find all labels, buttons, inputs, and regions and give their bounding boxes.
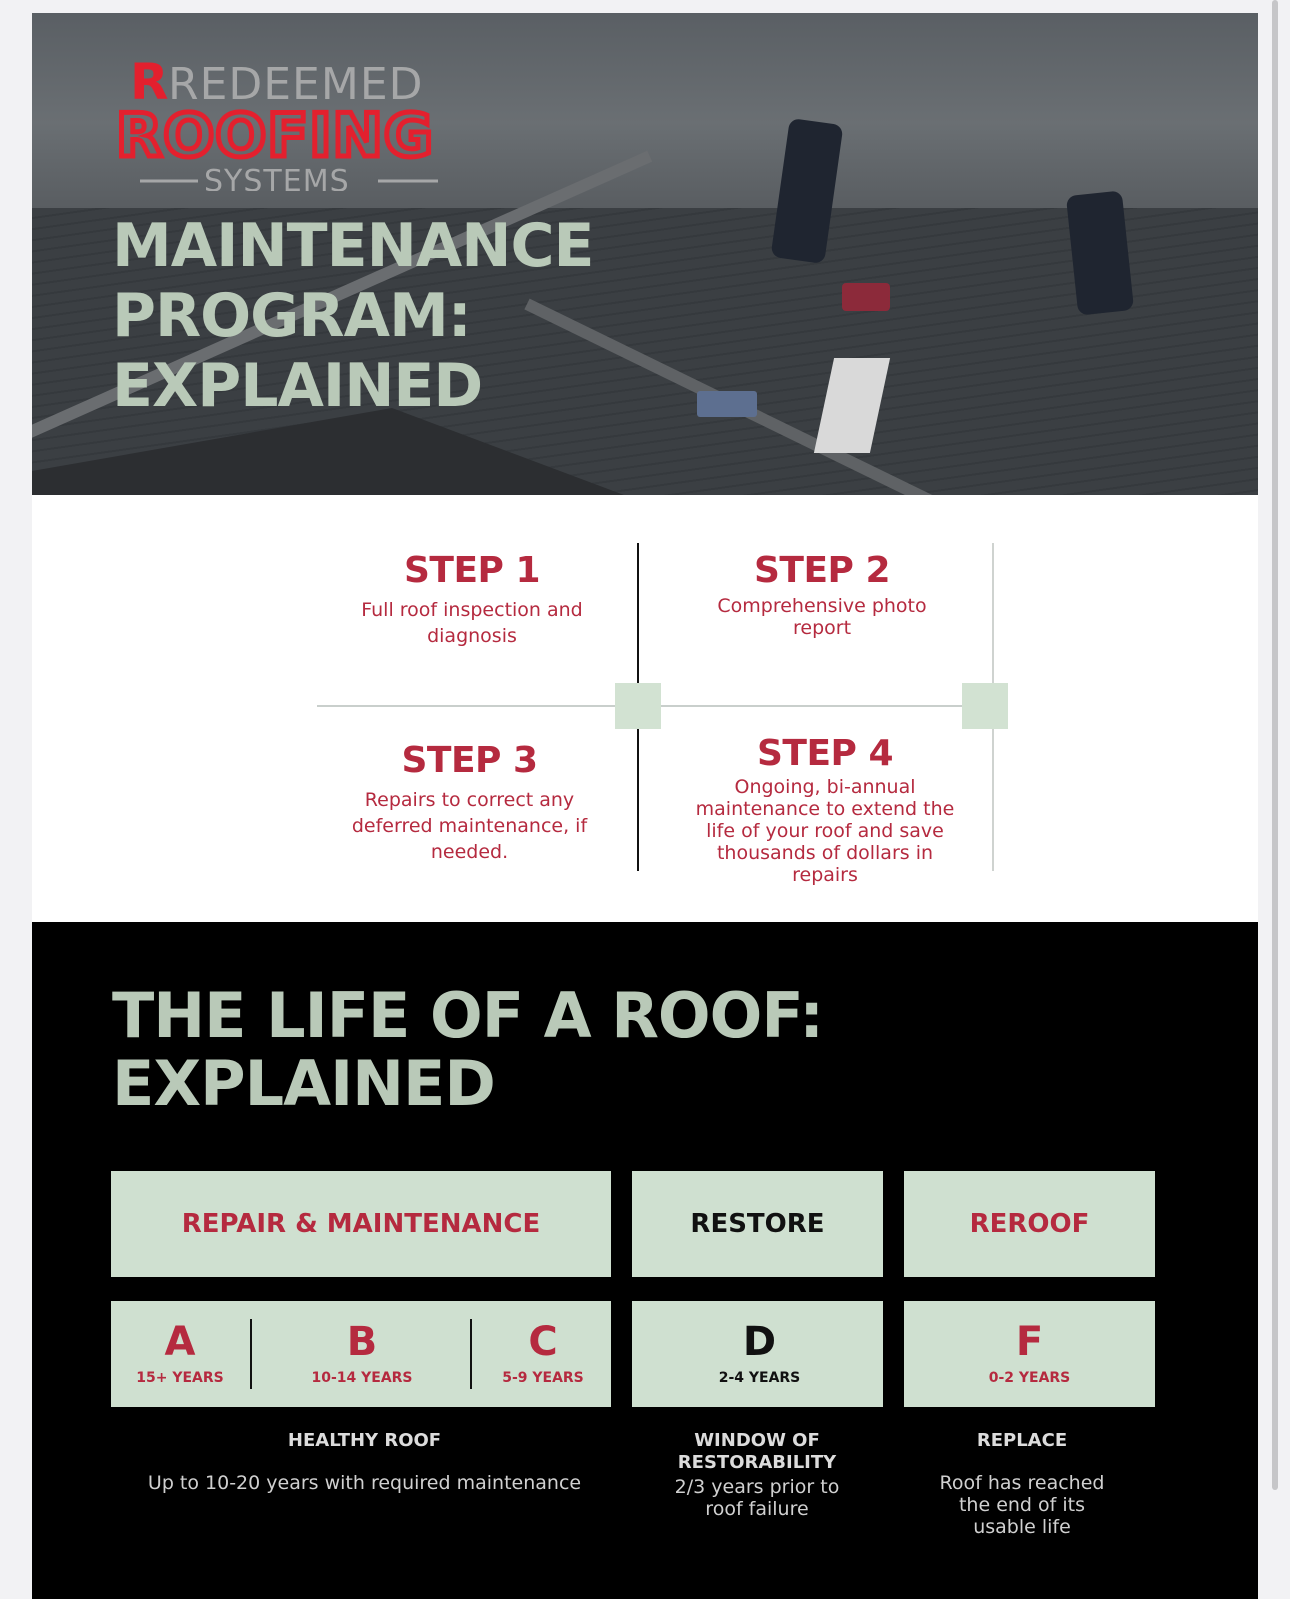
grade-a — [119, 1320, 241, 1386]
timeline-node — [615, 683, 661, 729]
hero-banner — [32, 13, 1258, 495]
scrollbar[interactable] — [1272, 0, 1278, 1490]
grade-letter: B — [346, 1319, 378, 1365]
grade-f — [904, 1320, 1155, 1386]
grade-divider — [250, 1319, 252, 1389]
grade-b — [292, 1320, 432, 1386]
steps-section — [32, 495, 1258, 922]
roof-life-section — [32, 922, 1258, 1599]
caption-body: Up to 10-20 years with required maintenance — [147, 1472, 582, 1494]
life-title-line: EXPLAINED — [112, 1047, 495, 1120]
hero-title-line: MAINTENANCE — [112, 211, 594, 281]
step-text: Full roof inspection and diagnosis — [361, 599, 583, 647]
caption-body: 2/3 years prior to roof failure — [674, 1476, 840, 1520]
step-2 — [697, 550, 947, 639]
grade-letter: C — [528, 1319, 558, 1365]
step-text: Repairs to correct any deferred maintenance, if needed. — [351, 789, 588, 863]
grade-divider — [470, 1319, 472, 1389]
grade-years: 0-2 YEARS — [988, 1370, 1071, 1386]
step-text: Comprehensive photo report — [717, 595, 927, 639]
category-restore: RESTORE — [632, 1171, 883, 1277]
logo-line2: ROOFING — [116, 101, 434, 171]
caption-heading: WINDOW OF RESTORABILITY — [677, 1430, 837, 1473]
hero-title — [112, 211, 593, 421]
caption-replace — [932, 1430, 1112, 1538]
caption-healthy-roof — [132, 1430, 597, 1494]
grade-d — [632, 1320, 887, 1386]
grade-c — [482, 1320, 604, 1386]
category-repair-maintenance: REPAIR & MAINTENANCE — [111, 1171, 611, 1277]
step-title: STEP 2 — [753, 550, 891, 591]
step-3 — [332, 740, 607, 865]
shingle-bundle — [842, 283, 890, 311]
caption-heading: HEALTHY ROOF — [287, 1430, 442, 1451]
step-title: STEP 4 — [756, 733, 894, 774]
life-title — [112, 979, 824, 1120]
hero-title-line: PROGRAM: — [112, 281, 471, 351]
logo-line3: SYSTEMS — [204, 164, 350, 191]
company-logo — [110, 41, 490, 191]
step-title: STEP 3 — [401, 740, 538, 781]
caption-body: Roof has reached the end of its usable life — [939, 1472, 1105, 1538]
grade-letter: D — [742, 1319, 777, 1365]
step-text: Ongoing, bi-annual maintenance to extend the life of your roof and save thousands of dollars in repairs — [695, 776, 955, 886]
step-1 — [342, 550, 602, 649]
grade-years: 15+ YEARS — [136, 1370, 224, 1386]
grade-letter: F — [1015, 1319, 1044, 1365]
life-title-line: THE LIFE OF A ROOF: — [112, 979, 824, 1052]
grade-letter: A — [164, 1319, 196, 1365]
category-reroof: REROOF — [904, 1171, 1155, 1277]
shingle-bundle — [697, 391, 757, 417]
timeline-node — [962, 683, 1008, 729]
step-4 — [694, 733, 956, 886]
step-title: STEP 1 — [403, 550, 541, 591]
grade-years: 10-14 YEARS — [311, 1370, 413, 1386]
infographic-page — [32, 13, 1258, 1599]
logo-letter-r: R — [130, 53, 169, 111]
logo-line1: REDEEMED — [168, 59, 424, 110]
grade-years: 2-4 YEARS — [718, 1370, 801, 1386]
caption-heading: REPLACE — [976, 1430, 1068, 1451]
grade-years: 5-9 YEARS — [502, 1370, 584, 1386]
caption-restorability — [672, 1430, 842, 1520]
hero-title-line: EXPLAINED — [112, 351, 483, 421]
